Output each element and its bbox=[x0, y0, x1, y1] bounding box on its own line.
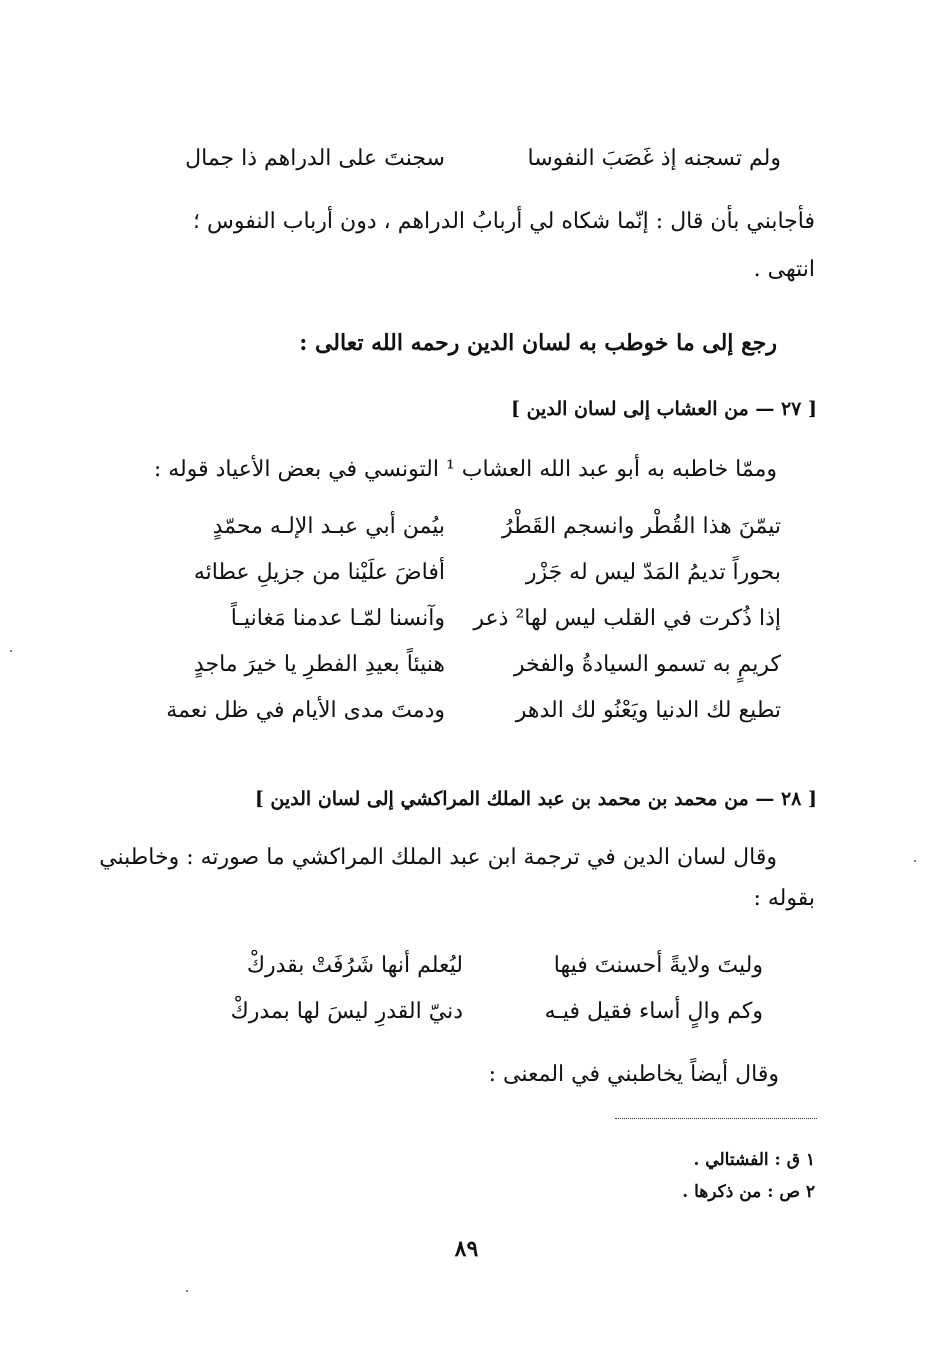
footnote-separator bbox=[615, 1118, 817, 1119]
poem27-line4-left: كريمٍ به تسمو السيادةُ والفخر bbox=[513, 652, 781, 677]
intro-28-line1: وقال لسان الدين في ترجمة ابن عبد الملك المراكشي ما صورته : وخاطبني bbox=[99, 845, 777, 870]
poem27-line5-right: ودمتَ مدى الأيام في ظل نعمة bbox=[166, 698, 445, 723]
poem28-line2-right: وكم والٍ أساء فقيل فيـه bbox=[544, 999, 763, 1024]
poem27-line5-left: تطيع لك الدنيا ويَعْنُو لك الدهر bbox=[515, 698, 781, 723]
poem27-line3-right: وآنسنا لمّـا عدمنا مَغانيـاً bbox=[230, 606, 445, 631]
page-number: ٨٩ bbox=[454, 1236, 479, 1262]
closing-line: وقال أيضاً يخاطبني في المعنى : bbox=[488, 1062, 779, 1087]
scan-speck bbox=[10, 650, 12, 652]
scan-speck bbox=[914, 860, 916, 862]
heading-27: [ ٢٧ — من العشاب إلى لسان الدين ] bbox=[510, 398, 817, 420]
section-heading: رجع إلى ما خوطب به لسان الدين رحمه الله تعالى : bbox=[299, 330, 777, 356]
heading-28: [ ٢٨ — من محمد بن محمد بن عبد الملك المراكشي إلى لسان الدين ] bbox=[254, 788, 817, 810]
scan-speck bbox=[186, 1290, 188, 1292]
poem28-line1-right: وليتَ ولايةً أحسنتَ فيها bbox=[553, 953, 763, 978]
poem27-line2-right: أفاضَ علَيْنا من جزيلِ عطائه bbox=[193, 560, 445, 585]
para1-line2: انتهى . bbox=[753, 257, 815, 282]
poem1-hemistich-left: ولم تسجنه إذ غَصَبَ النفوسا bbox=[527, 146, 781, 171]
poem28-line1-left: ليُعلم أنها شَرُفَتْ بقدركْ bbox=[246, 953, 463, 978]
poem28-line2-left: دنيّ القدرِ ليسَ لها بمدركْ bbox=[230, 999, 463, 1024]
footnote-2: ٢ ص : من ذكرها . bbox=[682, 1182, 815, 1202]
poem27-line3-left: إذا ذُكرت في القلب ليس لها² ذعر bbox=[473, 606, 781, 631]
poem27-line2-left: بحوراً تديمُ المَدّ ليس له جَزْر bbox=[525, 560, 781, 585]
poem27-line1-left: تيمّنَ هذا القُطْر وانسجم القَطْرُ bbox=[501, 514, 781, 539]
para1-line1: فأجابني بأن قال : إنّما شكاه لي أربابُ الدراهم ، دون أرباب النفوس ؛ bbox=[192, 209, 815, 234]
poem1-hemistich-right: سجنتَ على الدراهم ذا جمال bbox=[185, 146, 445, 171]
footnote-1: ١ ق : الفشتالي . bbox=[693, 1150, 815, 1170]
intro-28-line2: بقوله : bbox=[753, 886, 815, 911]
poem27-line4-right: هنيئاً بعيدِ الفطرِ يا خيرَ ماجدٍ bbox=[193, 652, 445, 677]
poem27-line1-right: بيُمن أبي عبـد الإلـه محمّدٍ bbox=[212, 514, 445, 539]
intro-27: وممّا خاطبه به أبو عبد الله العشاب ¹ التونسي في بعض الأعياد قوله : bbox=[153, 457, 777, 482]
